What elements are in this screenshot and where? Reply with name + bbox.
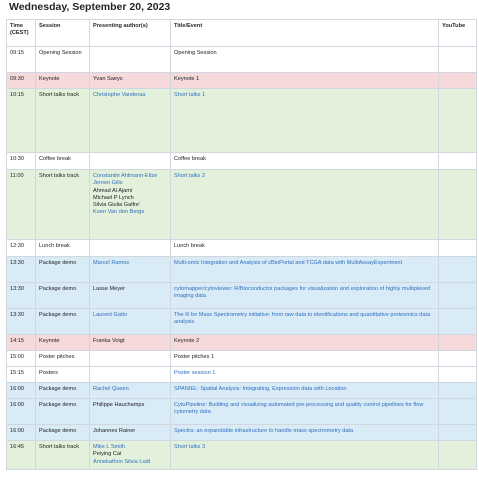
author-name: Franka Voigt (93, 338, 125, 344)
author-link[interactable]: Rachel Queen (93, 386, 129, 392)
table-row (7, 383, 477, 399)
table-row (7, 240, 477, 257)
cell-youtube (439, 170, 477, 240)
cell-authors (90, 399, 171, 425)
table-row (7, 257, 477, 283)
event-title: Lunch break (174, 243, 205, 249)
table-row (7, 351, 477, 367)
table-row (7, 335, 477, 351)
cell-session: Coffee break (36, 153, 90, 170)
author-link[interactable]: Constantin Ahlmann-Eltze (93, 173, 158, 179)
table-row (7, 309, 477, 335)
cell-session: Short talks track (36, 441, 90, 470)
cell-session: Opening Session (36, 47, 90, 73)
event-title-link[interactable]: The R for Mass Spectrometry initiative: from raw data to identifications and quantitative proteomics data analysis (174, 312, 431, 326)
header-authors: Presenting author(s) (90, 20, 171, 47)
event-title: Coffee break (174, 156, 206, 162)
cell-time: 15:15 (7, 367, 36, 383)
table-header-row (7, 20, 477, 47)
cell-authors (90, 283, 171, 309)
cell-youtube (439, 367, 477, 383)
cell-title (171, 47, 439, 73)
event-title-link[interactable]: Spectra: an expandable infrastructure to handle mass spectrometry data (174, 428, 354, 434)
author-link[interactable]: Christophe Vanderaa (93, 92, 146, 98)
cell-title (171, 351, 439, 367)
event-title-link[interactable]: cytomapper/cytoviewer: R/Bioconductor packages for visualization and exploration of highly multiplexed imaging data (174, 286, 431, 300)
cell-time: 16:00 (7, 399, 36, 425)
cell-session: Keynote (36, 73, 90, 89)
cell-authors (90, 73, 171, 89)
author-name: Lasse Meyer (93, 286, 126, 292)
cell-authors (90, 441, 171, 470)
author-name: Philippe Hauchamps (93, 402, 145, 408)
cell-youtube (439, 425, 477, 441)
cell-youtube (439, 257, 477, 283)
cell-title (171, 309, 439, 335)
table-row (7, 47, 477, 73)
cell-authors (90, 240, 171, 257)
cell-youtube (439, 399, 477, 425)
page-title: Wednesday, September 20, 2023 (9, 1, 171, 13)
cell-session: Package demo (36, 309, 90, 335)
cell-time: 16:00 (7, 383, 36, 399)
cell-authors (90, 335, 171, 351)
cell-session: Short talks track (36, 170, 90, 240)
cell-youtube (439, 47, 477, 73)
cell-youtube (439, 283, 477, 309)
cell-authors (90, 257, 171, 283)
author-link[interactable]: Jeroen Gilis (93, 180, 123, 187)
cell-time: 16:00 (7, 425, 36, 441)
author-link[interactable]: Laurent Gatto (93, 312, 128, 318)
author-link[interactable]: Annekathrin Silvia Ludt (93, 458, 151, 465)
cell-time: 10:15 (7, 89, 36, 153)
cell-youtube (439, 351, 477, 367)
cell-session: Package demo (36, 257, 90, 283)
cell-youtube (439, 153, 477, 170)
table-row (7, 367, 477, 383)
author-name: Johannes Rainer (93, 428, 136, 434)
cell-session: Short talks track (36, 89, 90, 153)
event-title-link[interactable]: Short talks 1 (174, 92, 206, 98)
event-title: Opening Session (174, 50, 217, 56)
cell-title (171, 335, 439, 351)
cell-authors (90, 351, 171, 367)
table-row (7, 153, 477, 170)
event-title: Keynote 2 (174, 338, 200, 344)
cell-session: Poster pitches (36, 351, 90, 367)
cell-title (171, 170, 439, 240)
table-row (7, 73, 477, 89)
header-youtube: YouTube (439, 20, 477, 47)
cell-title (171, 283, 439, 309)
cell-youtube (439, 309, 477, 335)
cell-time: 16:45 (7, 441, 36, 470)
cell-time: 13:30 (7, 309, 36, 335)
schedule-body (7, 47, 477, 470)
cell-time: 10:30 (7, 153, 36, 170)
author-link[interactable]: Mike L Smith (93, 444, 126, 450)
cell-session: Package demo (36, 425, 90, 441)
table-row (7, 399, 477, 425)
cell-title (171, 153, 439, 170)
event-title-link[interactable]: Multi-omic Integration and Analysis of cBioPortal and TCGA data with MultiAssayExperiment (174, 260, 403, 266)
cell-time: 09:30 (7, 73, 36, 89)
cell-youtube (439, 441, 477, 470)
cell-youtube (439, 73, 477, 89)
cell-authors (90, 367, 171, 383)
cell-youtube (439, 383, 477, 399)
event-title-link[interactable]: CytoPipeline: Building and visualizing automated pre-processing and quality control pipelines for flow cytometry data (174, 402, 424, 416)
cell-time: 15:00 (7, 351, 36, 367)
cell-session: Package demo (36, 399, 90, 425)
table-row (7, 425, 477, 441)
schedule-table (6, 19, 477, 470)
cell-session: Lunch break (36, 240, 90, 257)
cell-time: 14:15 (7, 335, 36, 351)
event-title-link[interactable]: Poster session 1 (174, 370, 216, 376)
author-name: Ahmad Al Ajami (93, 187, 133, 194)
table-row (7, 89, 477, 153)
author-name: Silvia Giulia Galfre' (93, 202, 141, 209)
header-time: Time (CEST) (7, 20, 36, 47)
table-row (7, 441, 477, 470)
cell-title (171, 441, 439, 470)
cell-youtube (439, 89, 477, 153)
cell-title (171, 257, 439, 283)
author-name: Yvan Saeys (93, 76, 123, 82)
event-title-link[interactable]: Short talks 3 (174, 444, 206, 450)
author-link[interactable]: Marcel Ramos (93, 260, 130, 266)
table-row (7, 283, 477, 309)
cell-authors (90, 170, 171, 240)
cell-title (171, 73, 439, 89)
cell-time: 12:30 (7, 240, 36, 257)
cell-authors (90, 153, 171, 170)
cell-time: 09:15 (7, 47, 36, 73)
author-name: Peiying Cai (93, 451, 122, 458)
table-row (7, 170, 477, 240)
cell-authors (90, 425, 171, 441)
cell-title (171, 399, 439, 425)
cell-session: Posters (36, 367, 90, 383)
cell-youtube (439, 240, 477, 257)
cell-time: 13:30 (7, 257, 36, 283)
cell-title (171, 383, 439, 399)
cell-authors (90, 89, 171, 153)
cell-session: Keynote (36, 335, 90, 351)
cell-time: 11:00 (7, 170, 36, 240)
event-title-link[interactable]: SPANIEL: Spatial Analysis: Integrating, Expression data with Location (174, 386, 347, 392)
author-link[interactable]: Koen Van den Berge (93, 209, 145, 216)
event-title: Keynote 1 (174, 76, 200, 82)
event-title-link[interactable]: Short talks 2 (174, 173, 206, 179)
cell-authors (90, 47, 171, 73)
cell-title (171, 425, 439, 441)
cell-title (171, 89, 439, 153)
cell-authors (90, 383, 171, 399)
cell-session: Package demo (36, 283, 90, 309)
cell-title (171, 240, 439, 257)
cell-session: Package demo (36, 383, 90, 399)
cell-youtube (439, 335, 477, 351)
cell-title (171, 367, 439, 383)
cell-authors (90, 309, 171, 335)
event-title: Poster pitches 1 (174, 354, 215, 360)
author-name: Michael P Lynch (93, 194, 134, 201)
header-title: Title/Event (171, 20, 439, 47)
header-session: Session (36, 20, 90, 47)
cell-time: 13:30 (7, 283, 36, 309)
